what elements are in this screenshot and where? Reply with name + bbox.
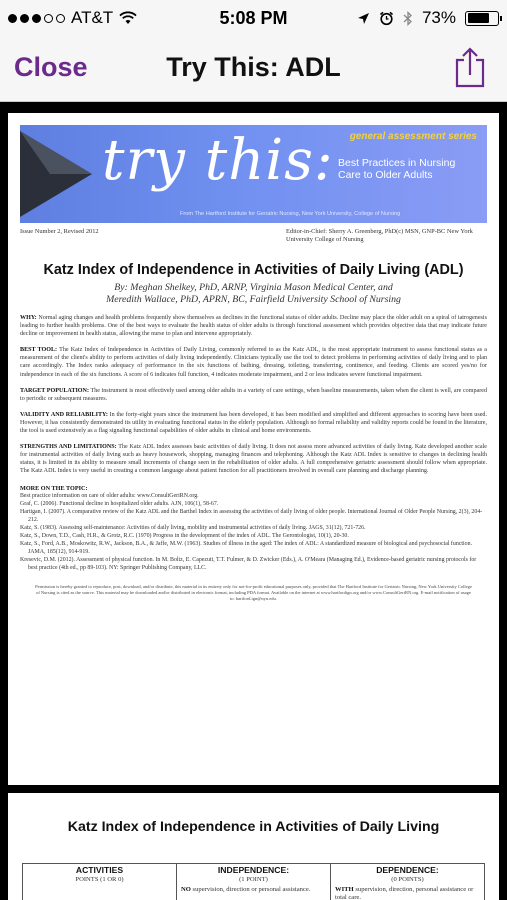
column-header: DEPENDENCE: [376,865,439,875]
section-text: Normal aging changes and health problems frequently show themselves as declines in the functional status of older adults. Decline may place the older adult on a spiral of iatrogenesis leading to further health problems. One of the best ways to evaluate the health status of older adults is through functional assessment which provides objective data that may indicate future decline or improvement in health status, allowing the nurse to plan and intervene appropriately. [20,315,487,338]
battery-percent: 73% [421,8,456,27]
authors-line-1: By: Meghan Shelkey, PhD, ARNP, Virginia Mason Medical Center, and [114,282,393,293]
permission-notice: Permission is hereby granted to reproduce, post, download, and/or distribute, this material in its entirety only for not-for-profit educational purposes only, provided that The Hartford Institute for Geriatric Nursing, New York University College of Nursing is cited as the source. This material may be downloaded and/or distributed in electronic format, including PDA format. Available on the internet at www.hartfordign.org and/or www.ConsultGeriRN.org. E-mail notification of usage to: hartford.ign@nyu.edu. [35,583,472,601]
authors-line-2: Meredith Wallace, PhD, APRN, BC, Fairfield University School of Nursing [106,294,401,305]
section-why [20,314,487,338]
section-label: STRENGTHS AND LIMITATIONS: [20,444,117,451]
banner-best-practices: Best Practices in Nursing Care to Older Adults [338,157,456,181]
editor-in-chief: Editor-in-Chief: Sherry A. Greenberg, PhD(c) MSN, GNP-BC New York University College of Nursing [286,228,473,243]
section-best-tool [20,346,487,378]
column-description: WITH supervision, direction, personal assistance or total care. [335,886,474,900]
page-2-title: Katz Index of Independence in Activities of Daily Living [67,819,440,835]
adl-column-independence [177,864,331,900]
section-text: The Katz Index of Independence in Activities of Daily Living, commonly referred to as the Katz ADL, is the most appropriate instrument to assess functional status as a measurement of the client's ability to perform activities of daily living independently. Clinicians typically use the tool to detect problems in performing activities of daily living and to plan care accordingly. The Index ranks adequacy of performance in the six functions of bathing, dressing, toileting, transferring, continence, and feeding. Clients are scored yes/no for independence in each of the six functions. A score of 6 indicates full function, 4 indicates moderate impairment, and 2 or less indicates severe functional impairment. [20,347,487,378]
document-authors [20,282,487,306]
carrier-label: AT&T [71,8,114,27]
section-strengths-limitations [20,443,487,475]
reference-item: Katz, S., Down, T.D., Cash, H.R., & Grotz, R.C. (1970) Progress in the development of the index of ADL. The Gerontologist, 10(1), 20-30. [20,532,349,539]
status-bar [0,0,507,36]
section-text: In the forty-eight years since the instrument has been developed, it has been modified and simplified and different approaches to scoring have been used. However, it has consistently demonstrated its utility in evaluating functional status in the elderly population. Although no formal reliability and validity reports could be found in the literature, the tool is used extensively as a flag signaling functional capabilities of older adults in clinical and home environments. [20,411,488,435]
reference-item: Graf, C. (2006). Functional decline in hospitalized older adults. AJN, 106(1), 58-67. [20,500,219,507]
section-target-population [20,387,487,403]
banner-triangle-graphic [20,125,100,223]
try-this-banner [20,125,487,223]
battery-level [468,13,489,23]
section-label: WHY: [20,315,37,321]
reference-item: Katz, S. (1983). Assessing self-maintenance: Activities of daily living, mobility and instrumental activities of daily living. JAGS, 31(12), 721-726. [20,524,366,531]
issue-number: Issue Number 2, Revised 2012 [20,228,99,235]
section-label: TARGET POPULATION: [20,387,89,394]
adl-column-dependence [331,864,484,900]
alarm-clock-icon [379,11,394,26]
banner-try-this: try this: [102,128,334,193]
close-button[interactable]: Close [14,52,88,82]
section-validity-reliability [20,411,487,435]
nav-bar [0,36,507,102]
status-right [357,8,499,28]
bluetooth-icon [403,11,413,26]
more-on-topic-heading: MORE ON THE TOPIC: [20,484,88,492]
share-icon[interactable] [453,46,487,90]
location-arrow-icon [357,12,370,25]
reference-item: Kresevic, D.M. (2012). Assessment of physical function. In M. Boltz, E. Capezuti, T.T. Fulmer, & D. Zwicker (Eds.), A. O'Meara (Managing Ed.), Evidence-based geriatric nursing protocols for best practice (4th ed., pp 89-103). NY: Springer Publishing Company, LLC. [20,556,477,571]
status-time: 5:08 PM [219,8,288,28]
document-title: Katz Index of Independence in Activities of Daily Living (ADL) [43,262,464,278]
nav-title: Try This: ADL [166,52,341,82]
banner-from-line: From The Hartford Institute for Geriatric Nursing, New York University, College of Nursing [180,211,401,217]
section-label: VALIDITY AND RELIABILITY: [20,411,108,418]
column-description: NO supervision, direction or personal assistance. [181,886,311,893]
section-label: BEST TOOL: [20,347,58,354]
reference-item: Hartigan, I. (2007). A comparative review of the Katz ADL and the Barthel Index in assessing the activities of daily living of older people. International Journal of Older People Nursing, 2(3), 204-212. [20,508,483,523]
column-header: ACTIVITIES [75,865,124,875]
reference-list [20,492,487,572]
column-header: INDEPENDENCE: [217,865,290,875]
document-viewer[interactable] [0,103,507,900]
reference-item: Best practice information on care of older adults: www.ConsultGeriRN.org. [20,492,199,499]
section-text: The instrument is most effectively used among older adults in a variety of care settings, when baseline measurements, taken when the client is well, are compared to periodic or subsequent measures. [20,387,487,402]
adl-column-activities [23,864,177,900]
adl-table [22,863,485,900]
document-page-1 [8,113,499,785]
battery-icon [465,11,499,26]
doc-meta [20,228,487,252]
banner-series-label: general assessment series [349,131,477,142]
reference-item: Katz, S., Ford, A.B., Moskowitz, R.W., Jackson, B.A., & Jaffe, M.W. (1963). Studies of illness in the aged: The index of ADL: A standardized measure of biological and psychosocial function. JAMA, 185(12), 914-919. [20,540,473,555]
column-subheader: (1 POINT) [239,876,268,883]
column-subheader: (0 POINTS) [391,876,424,883]
section-text: The Katz ADL Index assesses basic activities of daily living. It does not assess more advanced activities of daily living. Katz developed another scale for instrumental activities of daily living such as heavy housework, shopping, managing finances and telephoning. Although the Katz ADL Index is sensitive to changes in declining health status, it is limited in its ability to measure small increments of change seen in the rehabilitation of older adults. A full comprehensive geriatric assessment should follow when appropriate. The Katz ADL Index is very useful in creating a common language about patient function for all practitioners involved in overall care planning and discharge planning. [20,444,487,475]
document-page-2 [8,793,499,900]
column-subheader: POINTS (1 OR 0) [75,876,124,883]
